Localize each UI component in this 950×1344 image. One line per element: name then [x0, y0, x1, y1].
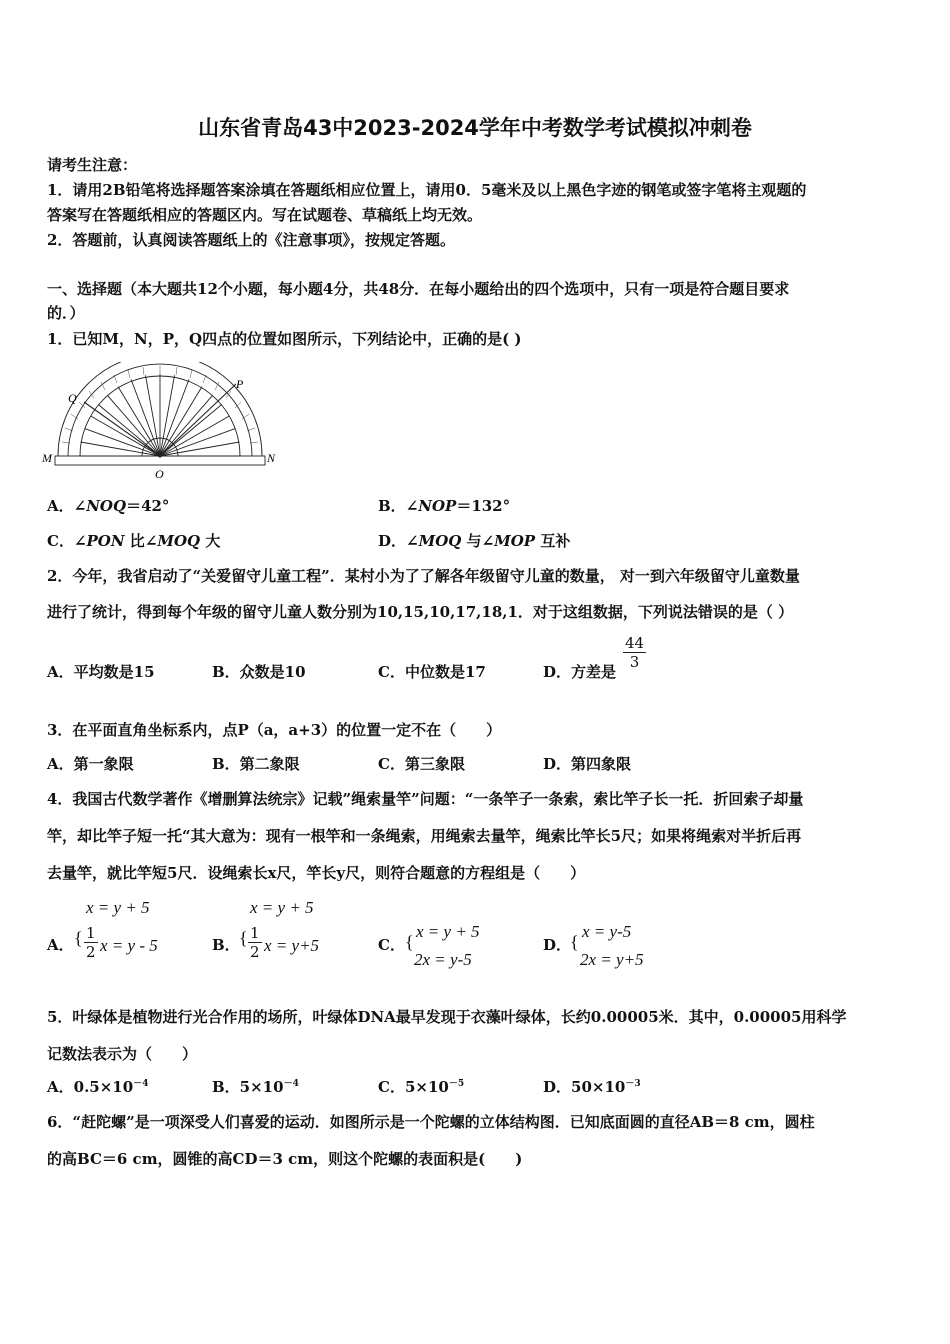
label-o: O — [155, 467, 164, 481]
q4-c-eq2: 2x = y-5 — [414, 950, 472, 969]
notice-line-2: 2．答题前，认真阅读答题纸上的《注意事项》，按规定答题。 — [47, 231, 455, 249]
q2-fraction: $\frac{44}{3}$ — [625, 634, 645, 671]
q2-option-b: B．众数是10 — [212, 663, 306, 681]
q4-line-1: 4．我国古代数学著作《增删算法统宗》记载”绳索量竿”问题：“一条竿子一条索，索比竿子长一托．折回索子却量 — [47, 790, 804, 808]
section-heading-line-2: 的．） — [47, 304, 85, 322]
q4-b-eq1: x = y + 5 — [250, 898, 314, 917]
label-q: Q — [68, 391, 77, 405]
q4-c-eq1: x = y + 5 — [416, 922, 480, 941]
q1-option-b: B．∠NOP＝132° — [378, 497, 511, 515]
q5-option-b: B．$5\times 10^{-4}$ — [212, 1078, 299, 1096]
notice-line-1b: 答案写在答题纸相应的答题区内。写在试题卷、草稿纸上均无效。 — [47, 206, 483, 224]
q5-line-1: 5．叶绿体是植物进行光合作用的场所，叶绿体DNA最早发现于衣藻叶绿体，长约0.00005米．其中，0.00005用科学 — [47, 1008, 847, 1026]
q4-a-brace: { — [74, 928, 83, 948]
section-heading-line-1: 一、选择题（本大题共12个小题，每小题4分，共48分．在每小题给出的四个选项中，只有一项是符合题目要求 — [47, 280, 790, 298]
q4-a-eq1: x = y + 5 — [86, 898, 150, 917]
q2-option-d: D．方差是 — [543, 663, 617, 681]
q1-option-a: A．∠NOQ＝42° — [47, 497, 170, 515]
protractor-figure — [40, 362, 290, 482]
q4-a-half: $\frac{1}{2}$ — [86, 924, 96, 961]
page-title: 山东省青岛43中2023-2024学年中考数学考试模拟冲刺卷 — [198, 116, 752, 140]
q6-line-2: 的高BC＝6 cm，圆锥的高CD＝3 cm，则这个陀螺的表面积是( ) — [47, 1150, 523, 1168]
q3-option-b: B．第二象限 — [212, 755, 300, 773]
q3-option-a: A．第一象限 — [47, 755, 134, 773]
q2-line-2: 进行了统计，得到每个年级的留守儿童人数分别为10,15,10,17,18,1．对于这组数据，下列说法错误的是（ ） — [47, 603, 794, 621]
q4-b-half: $\frac{1}{2}$ — [250, 924, 260, 961]
q6-line-1: 6．“赶陀螺”是一项深受人们喜爱的运动．如图所示是一个陀螺的立体结构图．已知底面圆的直径AB＝8 cm，圆柱 — [47, 1113, 815, 1131]
q4-option-b-label: B． — [212, 936, 240, 954]
notice-heading: 请考生注意： — [47, 156, 138, 174]
q1-option-c: C．∠PON 比∠MOQ 大 — [47, 532, 221, 550]
q3-option-c: C．第三象限 — [378, 755, 465, 773]
q4-d-eq2: 2x = y+5 — [580, 950, 644, 969]
q4-option-a-label: A． — [47, 936, 74, 954]
q3-option-d: D．第四象限 — [543, 755, 632, 773]
q4-b-eq2: x = y+5 — [264, 936, 320, 955]
q2-line-1: 2．今年，我省启动了“关爱留守儿童工程”．某村小为了了解各年级留守儿童的数量， 对一到六年级留守儿童数量 — [47, 567, 800, 585]
q4-line-2: 竿，却比竿子短一托“其大意为：现有一根竿和一条绳索，用绳索去量竿，绳索比竿长5尺；如果将绳索对半折后再 — [47, 827, 802, 845]
q4-d-eq1: x = y-5 — [582, 922, 632, 941]
q5-line-2: 记数法表示为（ ） — [47, 1045, 198, 1063]
q4-a-eq2: x = y - 5 — [100, 936, 158, 955]
label-m: M — [42, 451, 52, 465]
q4-option-c-label: C． — [378, 936, 405, 954]
q5-option-a: A．$0.5\times 10^{-4}$ — [47, 1078, 149, 1096]
q4-line-3: 去量竿，就比竿短5尺．设绳索长x尺，竿长y尺，则符合题意的方程组是（ ） — [47, 864, 586, 882]
q4-option-d-label: D． — [543, 936, 572, 954]
q5-option-c: C．$5\times 10^{-5}$ — [378, 1078, 465, 1096]
q5-option-d: D．$50\times 10^{-3}$ — [543, 1078, 641, 1096]
label-p: P — [236, 377, 244, 391]
q1-stem: 1．已知M，N，P，Q四点的位置如图所示，下列结论中，正确的是( ) — [47, 330, 522, 348]
q1-option-d: D．∠MOQ 与∠MOP 互补 — [378, 532, 571, 550]
q2-option-a: A．平均数是15 — [47, 663, 155, 681]
q3-stem: 3．在平面直角坐标系内，点P（a，a+3）的位置一定不在（ ） — [47, 721, 502, 739]
q4-c-brace: { — [405, 932, 414, 952]
q2-option-c: C．中位数是17 — [378, 663, 486, 681]
label-n: N — [267, 451, 276, 465]
notice-line-1: 1．请用2B铅笔将选择题答案涂填在答题纸相应位置上，请用0．5毫米及以上黑色字迹的钢笔或签字笔将主观题的 — [47, 181, 807, 199]
q4-b-brace: { — [239, 928, 248, 948]
q4-d-brace: { — [570, 932, 579, 952]
